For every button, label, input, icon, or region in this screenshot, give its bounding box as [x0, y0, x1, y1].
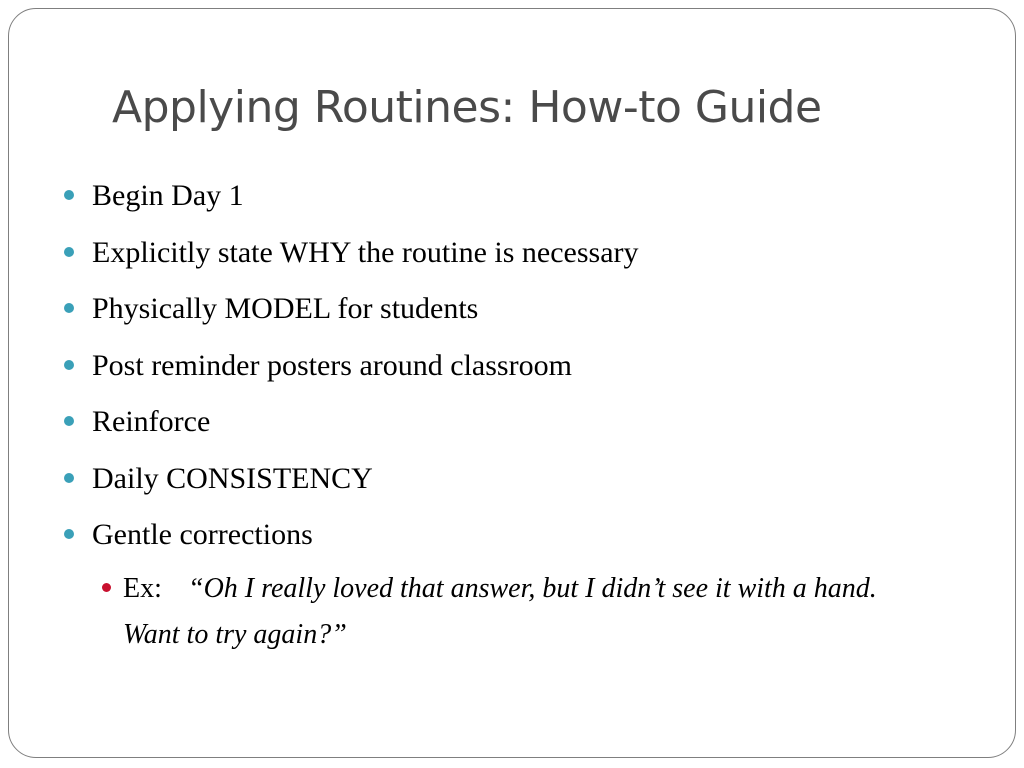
- sub-bullet-quote-line-1: “Oh I really loved that answer, but I didn’t see it with a hand.: [188, 573, 877, 604]
- bullet-text: Begin Day 1: [92, 179, 244, 212]
- bullet-item-gentle-corrections: [62, 513, 992, 570]
- bullet-item-explicitly-state-why: [62, 231, 992, 288]
- bullet-text: Post reminder posters around classroom: [92, 348, 572, 382]
- bullet-dot-icon: [64, 529, 74, 539]
- bullet-dot-icon: [64, 473, 74, 483]
- sub-bullet-dot-icon: [102, 583, 111, 592]
- bullet-dot-icon: [64, 190, 74, 200]
- bullet-dot-icon: [64, 416, 74, 426]
- bullet-item-physically-model: [62, 287, 992, 344]
- bullet-dot-icon: [64, 303, 74, 313]
- bullet-item-reinforce: [62, 400, 992, 457]
- bullet-item-begin-day-1: [62, 174, 992, 231]
- bullet-item-daily-consistency: [62, 457, 992, 514]
- bullet-item-post-reminder-posters: [62, 344, 992, 401]
- bullet-text: Reinforce: [92, 405, 211, 438]
- bullet-list: [62, 174, 992, 570]
- bullet-text: Daily CONSISTENCY: [92, 461, 373, 495]
- bullet-text: Gentle corrections: [92, 518, 313, 551]
- bullet-text: Physically MODEL for students: [92, 292, 479, 325]
- bullet-dot-icon: [64, 360, 74, 370]
- bullet-text: Explicitly state WHY the routine is necessary: [92, 235, 639, 269]
- sub-bullet-quote-line-2: Want to try again?”: [123, 619, 347, 650]
- sub-bullet-label: Ex:: [123, 573, 162, 604]
- bullet-dot-icon: [64, 247, 74, 257]
- slide-title: Applying Routines: How-to Guide: [112, 82, 822, 133]
